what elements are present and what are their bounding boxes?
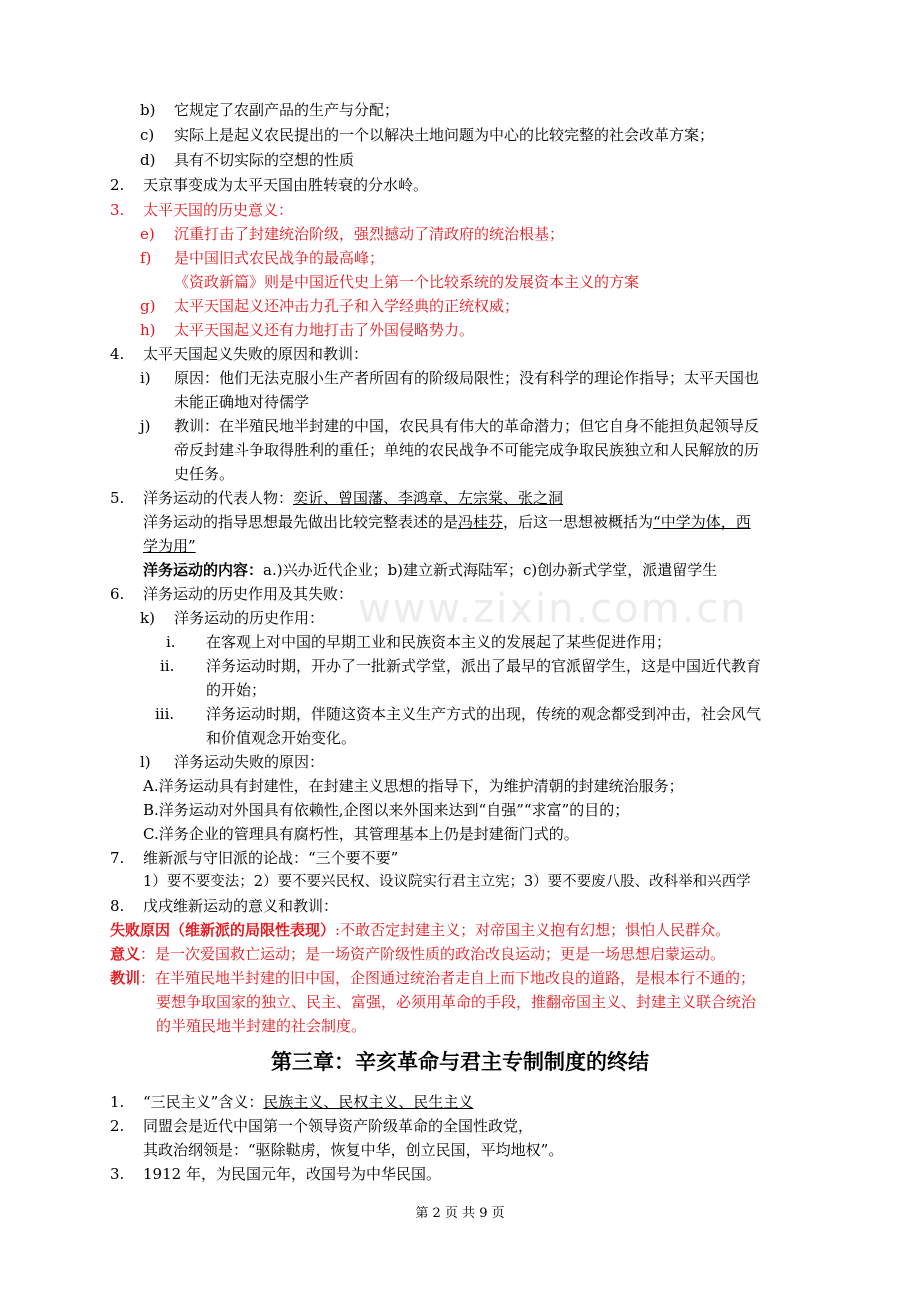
item-text: a.)兴办近代企业；b)建立新式海陆军；c)创办新式学堂，派遣留学生 <box>263 561 718 579</box>
item-text-cont: 史任务。 <box>174 465 235 483</box>
chapter-title: 第三章：辛亥革命与君主专制制度的终结 <box>271 1049 649 1074</box>
item-number: 2. <box>110 1117 125 1135</box>
item-text: A.洋务运动具有封建性，在封建主义思想的指导下，为维护清朝的封建统治服务； <box>143 777 684 795</box>
bold-heading: 失败原因（维新派的局限性表现） <box>110 921 336 939</box>
item-text-cont: 的半殖民地半封建的社会制度。 <box>156 1017 367 1035</box>
item-label: g) <box>140 297 156 315</box>
item-text-cont: 和价值观念开始变化。 <box>206 729 357 747</box>
item-label: c) <box>140 126 155 144</box>
item-text: 太平天国起义还冲击力孔子和入学经典的正统权威； <box>174 297 520 315</box>
item-text: 原因：他们无法克服小生产者所固有的阶级局限性；没有科学的理论作指导；太平天国也 <box>174 369 760 387</box>
item-text: 洋务运动的历史作用及其失败： <box>143 585 354 603</box>
item-text: 太平天国起义还有力地打击了外国侵略势力。 <box>174 321 475 339</box>
item-text: 洋务运动的指导思想最先做出比较完整表述的是 <box>143 513 459 531</box>
item-text: 具有不切实际的空想的性质 <box>174 151 355 169</box>
item-label: l) <box>140 753 151 771</box>
roman-label: iii. <box>155 705 175 723</box>
item-label: e) <box>140 225 155 243</box>
bold-heading: 洋务运动的内容： <box>143 561 264 579</box>
item-text: 洋务运动失败的原因： <box>174 753 325 771</box>
item-label: h) <box>140 321 156 339</box>
item-text: 洋务运动时期，伴随这资本主义生产方式的出现，传统的观念都受到冲击，社会风气 <box>206 705 762 723</box>
item-number: 3. <box>110 1165 125 1183</box>
item-line <box>110 966 755 990</box>
item-line <box>143 510 751 534</box>
bold-heading: 教训 <box>110 969 141 987</box>
item-text: 太平天国的历史意义： <box>143 201 294 219</box>
item-text: 天京事变成为太平天国由胜转衰的分水岭。 <box>143 176 429 194</box>
item-label: f) <box>140 249 152 267</box>
bold-heading: 意义 <box>110 945 141 963</box>
item-text-cont: 其政治纲领是：“驱除鞑虏，恢复中华，创立民国，平均地权”。 <box>143 1141 564 1159</box>
item-line <box>110 942 725 966</box>
item-number: 8. <box>110 897 125 915</box>
item-text: 洋务运动的代表人物： <box>143 489 294 507</box>
item-text: 在客观上对中国的早期工业和民族资本主义的发展起了某些促进作用； <box>206 633 672 651</box>
item-line <box>143 1090 473 1114</box>
item-text: B.洋务运动对外国具有依赖性,企图以来外国来达到“自强”“求富”的目的； <box>143 801 630 819</box>
item-label: b) <box>140 101 156 119</box>
item-number: 6. <box>110 585 125 603</box>
item-text: 洋务运动的历史作用： <box>174 609 325 627</box>
underlined-term: 民族主义、民权主义、民生主义 <box>263 1093 474 1111</box>
underlined-term: 奕䜣、曾国藩、李鸿章、左宗棠、张之洞 <box>293 489 564 507</box>
item-text: 1912 年，为民国元年，改国号为中华民国。 <box>143 1165 441 1183</box>
watermark: www.zixin.com.cn <box>358 586 748 632</box>
item-number: 5. <box>110 489 125 507</box>
item-text-cont: 未能正确地对待儒学 <box>174 393 310 411</box>
item-number: 2. <box>110 176 125 194</box>
item-label: i) <box>140 369 151 387</box>
item-text-cont: 要想争取国家的独立、民主、富强，必须用革命的手段，推翻帝国主义、封建主义联合统治 <box>156 993 757 1011</box>
item-number: 4. <box>110 345 125 363</box>
roman-label: ii. <box>160 657 175 675</box>
item-number: 3. <box>110 201 125 219</box>
item-number: 7. <box>110 849 125 867</box>
item-text: 实际上是起义农民提出的一个以解决土地问题为中心的比较完整的社会改革方案； <box>174 126 715 144</box>
item-text: C.洋务企业的管理具有腐朽性，其管理基本上仍是封建衙门式的。 <box>143 825 579 843</box>
item-text: ：是一次爱国救亡运动；是一场资产阶级性质的政治改良运动；更是一场思想启蒙运动。 <box>140 945 726 963</box>
item-text: 是中国旧式农民战争的最高峰； <box>174 249 385 267</box>
item-text: 沉重打击了封建统治阶级，强烈撼动了清政府的统治根基； <box>174 225 565 243</box>
item-text: 戊戌维新运动的意义和教训： <box>143 897 339 915</box>
item-label: d) <box>140 151 156 169</box>
item-line <box>143 486 563 510</box>
item-text-cont: 帝反封建斗争取得胜利的重任；单纯的农民战争不可能完成争取民族独立和人民解放的历 <box>174 441 760 459</box>
item-text-cont: 《资政新篇》则是中国近代史上第一个比较系统的发展资本主义的方案 <box>174 273 640 291</box>
item-label: j) <box>140 417 151 435</box>
item-label: k) <box>140 609 155 627</box>
underlined-term: 学为用” <box>143 537 196 555</box>
item-text: 1）要不要变法；2）要不要兴民权、设议院实行君主立宪；3）要不要废八股、改科举和兴西学 <box>143 874 751 890</box>
item-text: ：在半殖民地半封建的旧中国，企图通过统治者走自上而下地改良的道路，是根本行不通的； <box>140 969 756 987</box>
item-text: 洋务运动时期，开办了一批新式学堂，派出了最早的官派留学生，这是中国近代教育 <box>206 657 762 675</box>
item-text: “三民主义”含义： <box>143 1093 264 1111</box>
roman-label: i. <box>166 633 176 651</box>
item-text: 教训：在半殖民地半封建的中国，农民具有伟大的革命潜力；但它自身不能担负起领导反 <box>174 417 760 435</box>
item-line <box>143 558 717 582</box>
item-text: 它规定了农副产品的生产与分配； <box>174 101 400 119</box>
underlined-term: 冯桂芬 <box>458 513 504 531</box>
item-text: 同盟会是近代中国第一个领导资产阶级革命的全国性政党， <box>143 1117 534 1135</box>
page-footer: 第 2 页 共 9 页 <box>415 1206 505 1221</box>
item-text: 维新派与守旧派的论战：“三个要不要” <box>143 849 399 867</box>
item-text: :不敢否定封建主义；对帝国主义抱有幻想；惧怕人民群众。 <box>335 921 731 939</box>
item-text: ，后这一思想被概括为 <box>503 513 654 531</box>
item-number: 1. <box>110 1093 125 1111</box>
underlined-term: “中学为体，西 <box>653 513 751 531</box>
item-text: 太平天国起义失败的原因和教训： <box>143 345 369 363</box>
item-line <box>110 918 730 942</box>
item-text-cont: 的开始； <box>206 681 267 699</box>
